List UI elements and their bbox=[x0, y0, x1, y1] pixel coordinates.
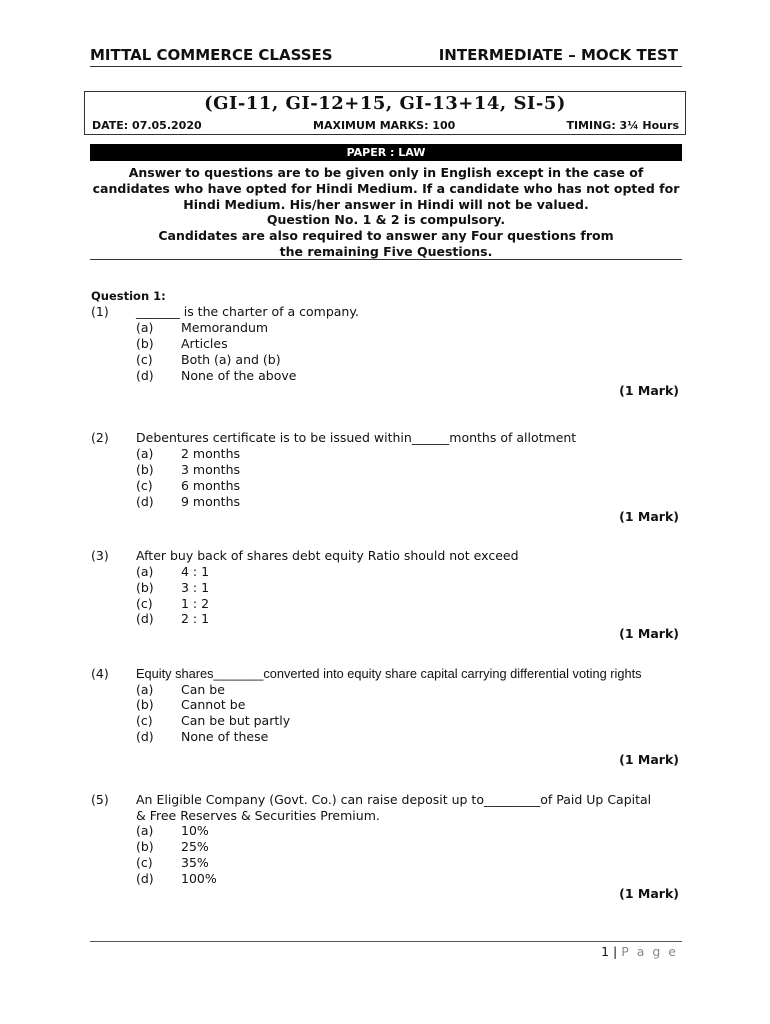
option-letter: (d) bbox=[136, 871, 154, 886]
group-codes-title: (GI-11, GI-12+15, GI-13+14, SI-5) bbox=[204, 93, 566, 114]
option-letter: (c) bbox=[136, 478, 153, 493]
question-text: _______ is the charter of a company. bbox=[136, 304, 359, 319]
institute-name: MITTAL COMMERCE CLASSES bbox=[90, 46, 333, 64]
question-text-continued: & Free Reserves & Securities Premium. bbox=[136, 808, 380, 823]
option-text: 6 months bbox=[181, 478, 241, 493]
question-marks: (1 Mark) bbox=[619, 752, 679, 767]
page-number: 1 bbox=[601, 944, 610, 959]
question-number: (2) bbox=[91, 430, 109, 445]
instructions-divider bbox=[90, 259, 682, 260]
option-letter: (a) bbox=[136, 564, 154, 579]
instruction-line: Answer to questions are to be given only in English except in the case of bbox=[128, 165, 644, 180]
option-letter: (a) bbox=[136, 446, 154, 461]
instruction-line: Hindi Medium. His/her answer in Hindi will not be valued. bbox=[183, 196, 589, 212]
page-label: P a g e bbox=[621, 944, 678, 959]
section-title: Question 1: bbox=[91, 289, 166, 303]
question-text: Equity shares_______converted into equity share capital carrying differential voting rights bbox=[136, 666, 642, 681]
question-text: An Eligible Company (Govt. Co.) can raise deposit up to_________of Paid Up Capital bbox=[136, 792, 652, 807]
option-text: Memorandum bbox=[181, 320, 269, 335]
question-number: (1) bbox=[91, 304, 109, 319]
page-header bbox=[90, 46, 682, 67]
option-text: Can be but partly bbox=[181, 713, 291, 728]
exam-date: DATE: 07.05.2020 bbox=[92, 119, 202, 132]
footer-divider bbox=[90, 941, 682, 942]
page-footer bbox=[601, 944, 678, 959]
option-text: 3 : 1 bbox=[181, 580, 210, 595]
question-number: (4) bbox=[91, 666, 109, 681]
option-letter: (a) bbox=[136, 823, 154, 838]
option-letter: (b) bbox=[136, 697, 154, 712]
option-text: 4 : 1 bbox=[181, 564, 210, 579]
exam-title: INTERMEDIATE – MOCK TEST bbox=[438, 46, 678, 64]
maximum-marks: MAXIMUM MARKS: 100 bbox=[313, 119, 456, 132]
option-text: 10% bbox=[181, 823, 209, 838]
option-letter: (c) bbox=[136, 855, 153, 870]
question-number: (3) bbox=[91, 548, 109, 563]
option-text: 35% bbox=[181, 855, 209, 870]
option-letter: (b) bbox=[136, 580, 154, 595]
option-letter: (a) bbox=[136, 682, 154, 697]
instruction-line: Question No. 1 & 2 is compulsory. bbox=[266, 212, 506, 228]
exam-info-box bbox=[84, 91, 686, 135]
option-text: 25% bbox=[181, 839, 209, 854]
option-letter: (b) bbox=[136, 336, 154, 351]
option-text: 100% bbox=[181, 871, 217, 886]
option-letter: (b) bbox=[136, 462, 154, 477]
option-letter: (b) bbox=[136, 839, 154, 854]
question-marks: (1 Mark) bbox=[619, 383, 679, 398]
option-text: Both (a) and (b) bbox=[181, 352, 281, 367]
option-letter: (d) bbox=[136, 729, 154, 744]
option-letter: (c) bbox=[136, 713, 153, 728]
option-text: 1 : 2 bbox=[181, 596, 210, 611]
instruction-line: the remaining Five Questions. bbox=[279, 243, 493, 259]
question-marks: (1 Mark) bbox=[619, 886, 679, 901]
instruction-line: candidates who have opted for Hindi Medium. If a candidate who has not opted for bbox=[92, 180, 680, 196]
option-text: 9 months bbox=[181, 494, 241, 509]
question-text: Debentures certificate is to be issued within______months of allotment bbox=[136, 430, 577, 445]
option-text: None of these bbox=[181, 729, 269, 744]
option-text: Articles bbox=[181, 336, 228, 351]
paper-name-bar: PAPER : LAW bbox=[90, 144, 682, 161]
question-marks: (1 Mark) bbox=[619, 626, 679, 641]
question-text: After buy back of shares debt equity Ratio should not exceed bbox=[136, 548, 519, 563]
option-text: None of the above bbox=[181, 368, 297, 383]
question-number: (5) bbox=[91, 792, 109, 807]
option-letter: (a) bbox=[136, 320, 154, 335]
option-text: Can be bbox=[181, 682, 225, 697]
instruction-line: Candidates are also required to answer any Four questions from bbox=[158, 228, 614, 244]
exam-timing: TIMING: 3¼ Hours bbox=[566, 119, 679, 132]
option-letter: (c) bbox=[136, 596, 153, 611]
option-text: 3 months bbox=[181, 462, 241, 477]
option-letter: (d) bbox=[136, 611, 154, 626]
option-letter: (d) bbox=[136, 368, 154, 383]
option-text: Cannot be bbox=[181, 697, 246, 712]
option-letter: (c) bbox=[136, 352, 153, 367]
option-text: 2 months bbox=[181, 446, 241, 461]
question-marks: (1 Mark) bbox=[619, 509, 679, 524]
page-separator: | bbox=[613, 944, 618, 959]
instructions bbox=[84, 165, 688, 260]
option-letter: (d) bbox=[136, 494, 154, 509]
option-text: 2 : 1 bbox=[181, 611, 210, 626]
